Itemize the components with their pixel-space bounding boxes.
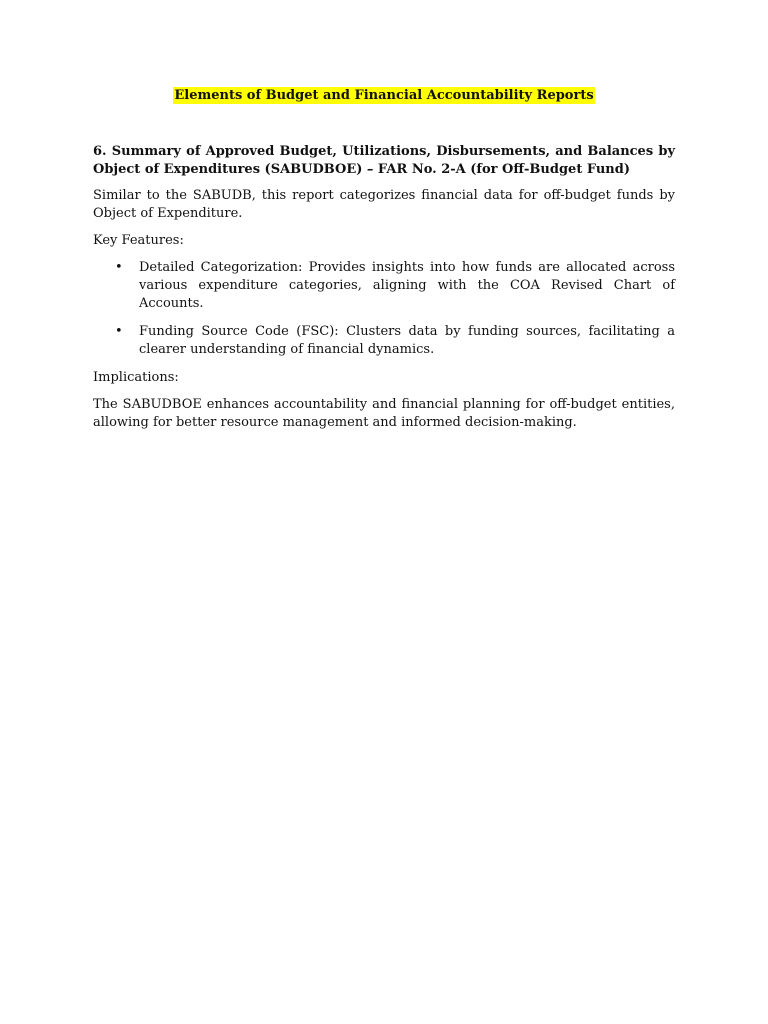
implications-label: Implications: bbox=[93, 370, 179, 385]
key-features-label: Key Features: bbox=[93, 233, 184, 248]
implications-paragraph: The SABUDBOE enhances accountability and financial planning for off-budget entities, allowing for better resource management and informed decision-making. bbox=[93, 397, 675, 430]
highlighted-title-text: Elements of Budget and Financial Accountability Reports bbox=[174, 88, 594, 103]
list-item-text: Detailed Categorization: Provides insights into how funds are allocated across various expenditure categories, aligning with the COA Revised Chart of Accounts. bbox=[139, 260, 675, 311]
bullet-icon: • bbox=[115, 260, 123, 275]
document-body bbox=[93, 143, 675, 441]
document-title bbox=[0, 86, 768, 106]
list-item-text: Funding Source Code (FSC): Clusters data by funding sources, facilitating a clearer understanding of financial dynamics. bbox=[139, 324, 675, 357]
list-item bbox=[93, 323, 675, 359]
intro-paragraph: Similar to the SABUDB, this report categorizes financial data for off-budget funds by Object of Expenditure. bbox=[93, 188, 675, 221]
bullet-icon: • bbox=[115, 324, 123, 339]
section-heading: 6. Summary of Approved Budget, Utilizations, Disbursements, and Balances by Object of Expenditures (SABUDBOE) – FAR No. 2-A (for Off-Budget Fund) bbox=[93, 144, 675, 177]
key-features-list bbox=[93, 259, 675, 359]
list-item bbox=[93, 259, 675, 313]
